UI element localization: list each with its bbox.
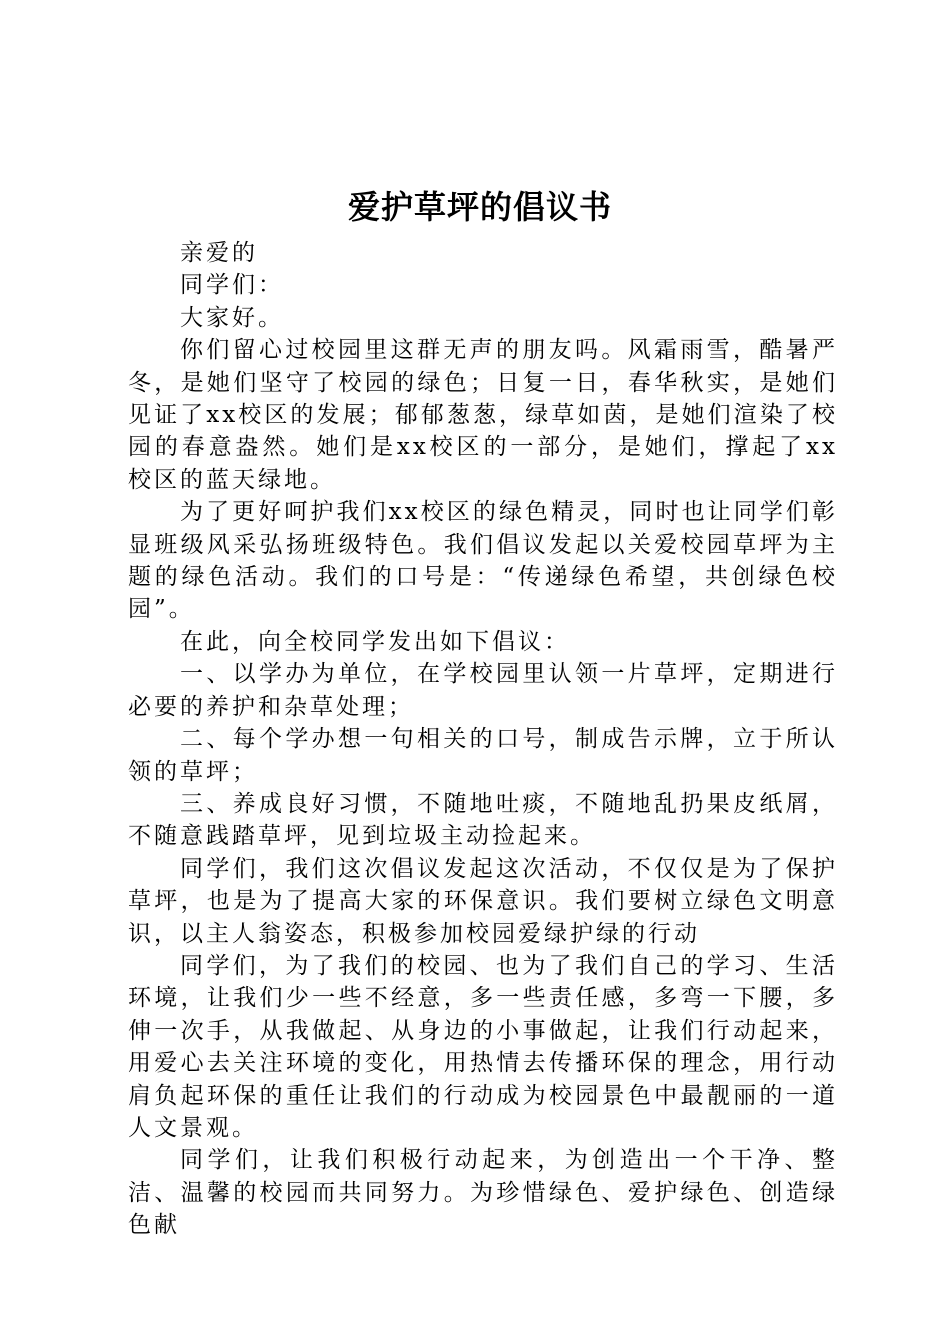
- body-paragraph: 同学们，为了我们的校园、也为了我们自己的学习、生活环境，让我们少一些不经意，多一些责任感，多弯一下腰，多伸一次手，从我做起、从身边的小事做起，让我们行动起来，用爱心去关注环境的变化，用热情去传播环保的理念，用行动肩负起环保的重任让我们的行动成为校园景色中最靓丽的一道人文景观。: [128, 952, 838, 1141]
- proposal-item: 二、每个学办想一句相关的口号，制成告示牌，立于所认领的草坪；: [128, 726, 838, 785]
- body-paragraph: 在此，向全校同学发出如下倡议：: [180, 628, 570, 655]
- body-paragraph: 同学们，让我们积极行动起来，为创造出一个干净、整洁、温馨的校园而共同努力。为珍惜绿色、爱护绿色、创造绿色献: [128, 1147, 838, 1239]
- proposal-item: 一、以学办为单位，在学校园里认领一片草坪，定期进行必要的养护和杂草处理；: [128, 661, 838, 720]
- document-body: [128, 237, 838, 1242]
- greeting-line: 大家好。: [180, 304, 284, 331]
- document-title: 爱护草坪的倡议书: [347, 188, 612, 226]
- body-paragraph: 为了更好呵护我们xx校区的绿色精灵，同时也让同学们彰显班级风采弘扬班级特色。我们倡议发起以关爱校园草坪为主题的绿色活动。我们的口号是：“传递绿色希望，共创绿色校园”。: [128, 499, 838, 623]
- body-paragraph: 你们留心过校园里这群无声的朋友吗。风霜雨雪，酷暑严冬，是她们坚守了校园的绿色；日复一日，春华秋实，是她们见证了xx校区的发展；郁郁葱葱，绿草如茵，是她们渲染了校园的春意盎然。她们是xx校区的一部分，是她们，撑起了xx校区的蓝天绿地。: [128, 337, 838, 493]
- salutation-line: 亲爱的: [180, 240, 258, 266]
- proposal-item: 三、养成良好习惯，不随地吐痰，不随地乱扔果皮纸屑，不随意践踏草坪，见到垃圾主动捡起来。: [128, 790, 838, 850]
- salutation-line: 同学们：: [180, 272, 284, 299]
- body-paragraph: 同学们，我们这次倡议发起这次活动，不仅仅是为了保护草坪，也是为了提高大家的环保意识。我们要树立绿色文明意识，以主人翁姿态，积极参加校园爱绿护绿的行动: [128, 855, 838, 947]
